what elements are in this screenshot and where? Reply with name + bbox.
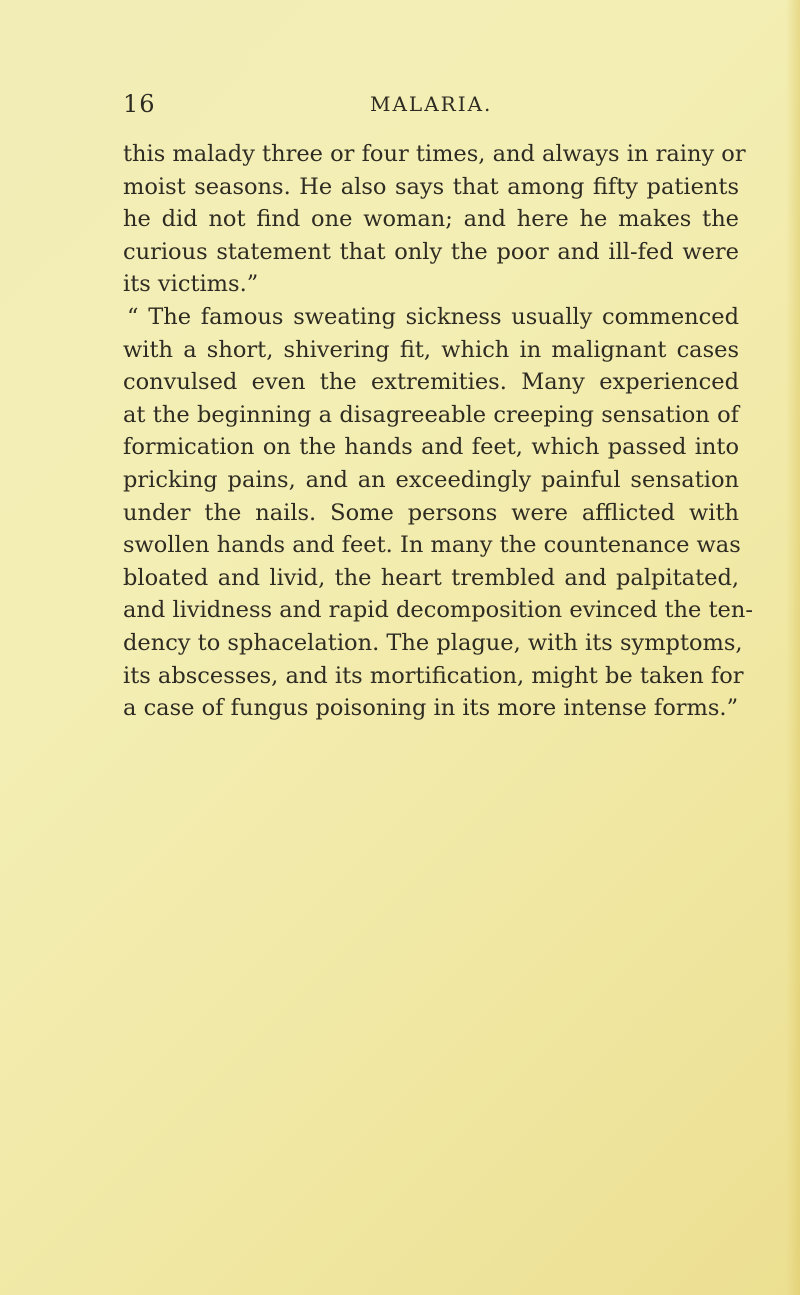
text-line: curious statement that only the poor and ill-fed were xyxy=(123,238,739,265)
text-line: “ The famous sweating sickness usually commenced xyxy=(127,303,739,330)
text-line: moist seasons. He also says that among fifty patients xyxy=(123,173,739,200)
running-title: MALARIA. xyxy=(370,92,493,116)
page-number: 16 xyxy=(123,90,156,118)
body-text xyxy=(123,138,753,725)
text-line: its victims.” xyxy=(123,271,259,298)
running-head xyxy=(123,90,683,130)
text-line: swollen hands and feet. In many the countenance was xyxy=(123,532,741,559)
text-line: this malady three or four times, and always in rainy or xyxy=(123,141,746,167)
text-line: its abscesses, and its mortification, might be taken for xyxy=(123,662,744,689)
text-line: he did not find one woman; and here he makes the xyxy=(123,206,739,233)
text-line: and lividness and rapid decomposition evinced the ten- xyxy=(123,597,753,624)
text-line: a case of fungus poisoning in its more intense forms.” xyxy=(123,695,739,722)
text-line: convulsed even the extremities. Many experienced xyxy=(123,369,739,396)
text-line: at the beginning a disagreeable creeping sensation of xyxy=(123,401,739,428)
text-line: bloated and livid, the heart trembled and palpitated, xyxy=(123,564,739,591)
text-line: formication on the hands and feet, which passed into xyxy=(123,434,739,461)
text-line: under the nails. Some persons were afflicted with xyxy=(123,499,739,526)
text-line: dency to sphacelation. The plague, with its symptoms, xyxy=(123,629,743,656)
text-line: with a short, shivering fit, which in malignant cases xyxy=(123,336,739,363)
text-line: pricking pains, and an exceedingly painful sensation xyxy=(123,466,739,493)
